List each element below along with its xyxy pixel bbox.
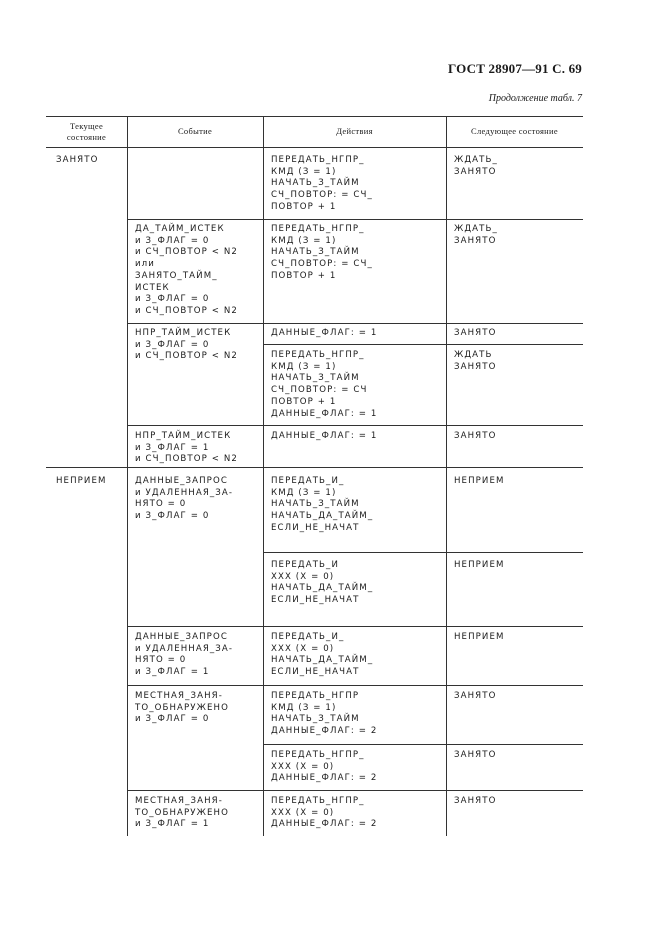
next-state-cell: ЗАНЯТО	[454, 691, 497, 701]
row-divider	[127, 685, 583, 686]
event-cell: ДАННЫЕ_ЗАПРОС и УДАЛЕННАЯ_ЗА- НЯТО = 0 и З_ФЛАГ = 1	[135, 632, 234, 678]
next-state-cell: ЗАНЯТО	[454, 431, 497, 441]
action-cell: ПЕРЕДАТЬ_НГПР_ КМД (З = 1) НАЧАТЬ_З_ТАЙМ СЧ_ПОВТОР: = СЧ_ ПОВТОР + 1	[271, 155, 373, 212]
next-state-cell: ЖДАТЬ_ ЗАНЯТО	[454, 224, 498, 246]
column-header-next-state: Следующее состояние	[471, 126, 558, 136]
document-reference: ГОСТ 28907—91 С. 69	[448, 61, 582, 76]
event-cell: МЕСТНАЯ_ЗАНЯ- ТО_ОБНАРУЖЕНО и З_ФЛАГ = 0	[135, 691, 229, 725]
row-divider	[127, 219, 583, 220]
column-header-actions: Действия	[336, 126, 373, 136]
action-cell: ДАННЫЕ_ФЛАГ: = 1	[271, 328, 378, 338]
next-state-cell: ЗАНЯТО	[454, 750, 497, 760]
action-cell: ПЕРЕДАТЬ_НГПР_ КМД (З = 1) НАЧАТЬ_З_ТАЙМ СЧ_ПОВТОР: = СЧ_ ПОВТОР + 1	[271, 224, 373, 281]
row-divider	[127, 323, 583, 324]
action-cell: ПЕРЕДАТЬ_И XXX (X = 0) НАЧАТЬ_ДА_ТАЙМ_ ЕСЛИ_НЕ_НАЧАТ	[271, 560, 374, 606]
column-divider	[263, 116, 264, 836]
next-state-cell: ЖДАТЬ ЗАНЯТО	[454, 350, 497, 372]
row-divider	[263, 552, 583, 553]
event-cell: ДА_ТАЙМ_ИСТЕК и З_ФЛАГ = 0 и СЧ_ПОВТОР < N2 или ЗАНЯТО_ТАЙМ_ ИСТЕК и З_ФЛАГ = 0 и СЧ_ПОВТОР < N2	[135, 224, 238, 316]
next-state-cell: НЕПРИЕМ	[454, 632, 505, 642]
event-cell: МЕСТНАЯ_ЗАНЯ- ТО_ОБНАРУЖЕНО и З_ФЛАГ = 1	[135, 796, 229, 830]
action-cell: ДАННЫЕ_ФЛАГ: = 1	[271, 431, 378, 441]
event-cell: ДАННЫЕ_ЗАПРОС и УДАЛЕННАЯ_ЗА- НЯТО = 0 и З_ФЛАГ = 0	[135, 476, 234, 522]
column-header-current-state: Текущее состояние	[66, 121, 107, 142]
table-continuation-note: Продолжение табл. 7	[488, 93, 582, 104]
next-state-cell: ЖДАТЬ_ ЗАНЯТО	[454, 155, 498, 177]
column-divider	[127, 116, 128, 836]
column-header-event: Событие	[177, 126, 213, 136]
next-state-cell: НЕПРИЕМ	[454, 476, 505, 486]
row-divider	[127, 425, 583, 426]
event-cell: НПР_ТАЙМ_ИСТЕК и З_ФЛАГ = 1 и СЧ_ПОВТОР < N2	[135, 431, 238, 465]
next-state-cell: ЗАНЯТО	[454, 328, 497, 338]
action-cell: ПЕРЕДАТЬ_НГПР_ XXX (X = 0) ДАННЫЕ_ФЛАГ: = 2	[271, 750, 378, 784]
action-cell: ПЕРЕДАТЬ_И_ XXX (X = 0) НАЧАТЬ_ДА_ТАЙМ_ ЕСЛИ_НЕ_НАЧАТ	[271, 632, 374, 678]
event-cell: НПР_ТАЙМ_ИСТЕК и З_ФЛАГ = 0 и СЧ_ПОВТОР < N2	[135, 328, 238, 362]
column-divider	[446, 116, 447, 836]
row-divider	[263, 344, 583, 345]
next-state-cell: ЗАНЯТО	[454, 796, 497, 806]
current-state-noreceive: НЕПРИЕМ	[56, 476, 107, 486]
row-divider	[127, 626, 583, 627]
next-state-cell: НЕПРИЕМ	[454, 560, 505, 570]
current-state-busy: ЗАНЯТО	[56, 155, 99, 165]
action-cell: ПЕРЕДАТЬ_НГПР_ КМД (З = 1) НАЧАТЬ_З_ТАЙМ СЧ_ПОВТОР: = СЧ ПОВТОР + 1 ДАННЫЕ_ФЛАГ: = 1	[271, 350, 378, 419]
row-divider	[127, 790, 583, 791]
row-divider	[263, 744, 583, 745]
action-cell: ПЕРЕДАТЬ_И_ КМД (З = 1) НАЧАТЬ_З_ТАЙМ НАЧАТЬ_ДА_ТАЙМ_ ЕСЛИ_НЕ_НАЧАТ	[271, 476, 374, 533]
action-cell: ПЕРЕДАТЬ_НГПР_ XXX (X = 0) ДАННЫЕ_ФЛАГ: = 2	[271, 796, 378, 830]
action-cell: ПЕРЕДАТЬ_НГПР КМД (З = 1) НАЧАТЬ_З_ТАЙМ ДАННЫЕ_ФЛАГ: = 2	[271, 691, 378, 737]
